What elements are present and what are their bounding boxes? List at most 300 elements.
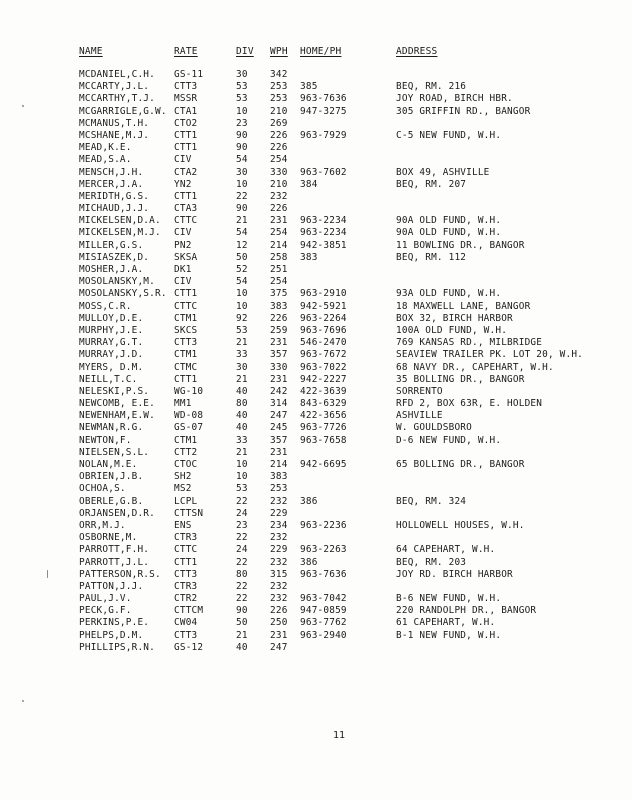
table-row (0, 496, 632, 508)
row-wph: 250 (270, 617, 288, 629)
row-home-phone: 942-2227 (300, 373, 347, 385)
row-rate: WD-08 (174, 410, 204, 422)
row-div: 40 (236, 641, 248, 653)
row-div: 40 (236, 385, 248, 397)
row-address: B-6 NEW FUND, W.H. (396, 593, 502, 605)
table-row (0, 642, 632, 654)
row-address: BEQ, RM. 207 (396, 178, 467, 190)
row-name: PAUL,J.V. (79, 593, 132, 605)
row-rate: CTA2 (174, 166, 198, 178)
table-row (0, 288, 632, 300)
row-rate: WG-10 (174, 385, 204, 397)
row-home-phone: 963-7022 (300, 361, 347, 373)
header-address: ADDRESS (396, 46, 438, 57)
row-rate: CTT3 (174, 568, 198, 580)
row-name: OSBORNE,M. (79, 532, 138, 544)
row-name: MICKELSEN,M.J. (79, 227, 161, 239)
row-address: W. GOULDSBORO (396, 422, 472, 434)
table-row (0, 544, 632, 556)
table-row (0, 605, 632, 617)
row-wph: 245 (270, 422, 288, 434)
header-name: NAME (79, 46, 103, 57)
row-div: 12 (236, 239, 248, 251)
row-wph: 375 (270, 288, 288, 300)
row-address: RFD 2, BOX 63R, E. HOLDEN (396, 398, 543, 410)
table-row (0, 276, 632, 288)
row-address: 35 BOLLING DR., BANGOR (396, 373, 525, 385)
row-name: MICHAUD,J.J. (79, 203, 150, 215)
row-home-phone: 963-7762 (300, 617, 347, 629)
row-rate: CTR3 (174, 580, 198, 592)
row-wph: 247 (270, 410, 288, 422)
table-row (0, 301, 632, 313)
table-row (0, 93, 632, 105)
table-row (0, 179, 632, 191)
row-rate: CTT1 (174, 190, 198, 202)
row-div: 50 (236, 617, 248, 629)
row-name: ORR,M.J. (79, 519, 126, 531)
row-div: 22 (236, 532, 248, 544)
row-address: 220 RANDOLPH DR., BANGOR (396, 605, 537, 617)
row-wph: 231 (270, 215, 288, 227)
row-home-phone: 383 (300, 251, 318, 263)
row-rate: MM1 (174, 398, 192, 410)
row-div: 33 (236, 434, 248, 446)
row-div: 10 (236, 300, 248, 312)
row-div: 33 (236, 349, 248, 361)
row-div: 80 (236, 568, 248, 580)
row-name: NEWCOMB, E.E. (79, 398, 155, 410)
row-home-phone: 963-7636 (300, 93, 347, 105)
row-name: MERCER,J.A. (79, 178, 144, 190)
row-div: 90 (236, 605, 248, 617)
row-name: MOSOLANSKY,S.R. (79, 288, 167, 300)
table-row (0, 374, 632, 386)
row-div: 21 (236, 629, 248, 641)
row-name: MENSCH,J.H. (79, 166, 144, 178)
page-number: 11 (333, 730, 346, 741)
scan-speck (22, 105, 24, 107)
row-wph: 231 (270, 373, 288, 385)
table-row (0, 410, 632, 422)
row-name: MYERS, D.M. (79, 361, 144, 373)
row-home-phone: 422-3639 (300, 385, 347, 397)
row-wph: 242 (270, 385, 288, 397)
row-wph: 253 (270, 93, 288, 105)
row-name: MCCARTY,J.L. (79, 81, 150, 93)
row-div: 90 (236, 203, 248, 215)
row-div: 22 (236, 556, 248, 568)
table-row (0, 386, 632, 398)
table-row (0, 630, 632, 642)
row-rate: CTMC (174, 361, 198, 373)
row-div: 54 (236, 276, 248, 288)
row-wph: 232 (270, 593, 288, 605)
row-home-phone: 546-2470 (300, 337, 347, 349)
row-name: PARROTT,F.H. (79, 544, 150, 556)
row-address: SEAVIEW TRAILER PK. LOT 20, W.H. (396, 349, 584, 361)
row-rate: CTM1 (174, 312, 198, 324)
table-row (0, 617, 632, 629)
row-rate: YN2 (174, 178, 192, 190)
table-row (0, 167, 632, 179)
row-name: MOSHER,J.A. (79, 264, 144, 275)
row-name: PARROTT,J.L. (79, 556, 150, 568)
header-home-phone: HOME/PH (300, 46, 342, 57)
row-rate: CTA3 (174, 203, 198, 215)
table-row (0, 593, 632, 605)
row-rate: GS-12 (174, 641, 204, 653)
row-div: 21 (236, 446, 248, 458)
row-wph: 342 (270, 69, 288, 80)
row-wph: 232 (270, 190, 288, 202)
row-div: 40 (236, 410, 248, 422)
row-rate: ENS (174, 519, 192, 531)
row-wph: 330 (270, 361, 288, 373)
row-rate: CTR3 (174, 532, 198, 544)
row-name: ORJANSEN,D.R. (79, 507, 155, 519)
table-row (0, 459, 632, 471)
row-name: MISIASZEK,D. (79, 251, 150, 263)
row-name: PHELPS,D.M. (79, 629, 144, 641)
table-row (0, 362, 632, 374)
row-rate: CTT1 (174, 556, 198, 568)
row-wph: 232 (270, 495, 288, 507)
row-wph: 254 (270, 154, 288, 166)
row-address: 769 KANSAS RD., MILBRIDGE (396, 337, 543, 349)
row-wph: 232 (270, 580, 288, 592)
row-name: OCHOA,S. (79, 483, 126, 495)
row-rate: CIV (174, 276, 192, 288)
row-name: NOLAN,M.E. (79, 459, 138, 470)
row-home-phone: 963-7658 (300, 434, 347, 446)
row-div: 92 (236, 312, 248, 324)
row-home-phone: 963-2940 (300, 629, 347, 641)
row-rate: CTOC (174, 459, 198, 470)
row-wph: 226 (270, 142, 288, 154)
row-name: PATTERSON,R.S. (79, 568, 161, 580)
row-name: MEAD,K.E. (79, 142, 132, 154)
table-row (0, 313, 632, 325)
row-wph: 234 (270, 519, 288, 531)
table-row (0, 69, 632, 81)
table-row (0, 447, 632, 459)
row-name: MCGARRIGLE,G.W. (79, 105, 167, 117)
row-name: MEAD,S.A. (79, 154, 132, 166)
row-name: MCCARTHY,T.J. (79, 93, 155, 105)
table-row (0, 508, 632, 520)
row-wph: 226 (270, 203, 288, 215)
row-home-phone: 384 (300, 178, 318, 190)
row-name: NEWMAN,R.G. (79, 422, 144, 434)
row-div: 10 (236, 471, 248, 483)
row-address: BEQ, RM. 216 (396, 81, 467, 93)
row-name: MICKELSEN,D.A. (79, 215, 161, 227)
header-rate: RATE (174, 46, 198, 57)
row-wph: 383 (270, 471, 288, 483)
row-rate: CTT2 (174, 446, 198, 458)
row-wph: 315 (270, 568, 288, 580)
row-div: 10 (236, 459, 248, 470)
row-wph: 229 (270, 507, 288, 519)
table-row (0, 483, 632, 495)
row-name: NEWTON,F. (79, 434, 132, 446)
row-home-phone: 963-2234 (300, 215, 347, 227)
row-address: ASHVILLE (396, 410, 443, 422)
row-div: 10 (236, 105, 248, 117)
row-home-phone: 963-7602 (300, 166, 347, 178)
row-name: PATTON,J.J. (79, 580, 144, 592)
row-rate: CIV (174, 227, 192, 239)
table-row (0, 118, 632, 130)
row-home-phone: 963-2910 (300, 288, 347, 300)
row-home-phone: 963-7042 (300, 593, 347, 605)
row-rate: SH2 (174, 471, 192, 483)
row-address: JOY RD. BIRCH HARBOR (396, 568, 513, 580)
row-div: 30 (236, 166, 248, 178)
row-name: NEILL,T.C. (79, 373, 138, 385)
row-div: 54 (236, 154, 248, 166)
row-address: 65 BOLLING DR., BANGOR (396, 459, 525, 470)
row-div: 22 (236, 190, 248, 202)
row-rate: CTTC (174, 300, 198, 312)
table-row (0, 81, 632, 93)
row-wph: 259 (270, 324, 288, 336)
table-row (0, 106, 632, 118)
table-row (0, 337, 632, 349)
row-wph: 253 (270, 81, 288, 93)
row-div: 90 (236, 129, 248, 141)
row-wph: 226 (270, 129, 288, 141)
row-div: 90 (236, 142, 248, 154)
row-home-phone: 942-5921 (300, 300, 347, 312)
row-name: MOSS,C.R. (79, 300, 132, 312)
row-address: BEQ, RM. 203 (396, 556, 467, 568)
row-rate: CTT1 (174, 142, 198, 154)
row-rate: GS-11 (174, 69, 204, 80)
row-name: MCDANIEL,C.H. (79, 69, 155, 80)
row-wph: 383 (270, 300, 288, 312)
row-address: B-1 NEW FUND, W.H. (396, 629, 502, 641)
row-rate: CTA1 (174, 105, 198, 117)
table-row (0, 520, 632, 532)
row-home-phone: 963-2234 (300, 227, 347, 239)
row-div: 21 (236, 337, 248, 349)
row-name: OBRIEN,J.B. (79, 471, 144, 483)
row-wph: 258 (270, 251, 288, 263)
row-address: 64 CAPEHART, W.H. (396, 544, 496, 556)
table-row (0, 191, 632, 203)
row-name: OBERLE,G.B. (79, 495, 144, 507)
row-div: 40 (236, 422, 248, 434)
row-home-phone: 963-2236 (300, 519, 347, 531)
row-name: NEWENHAM,E.W. (79, 410, 155, 422)
row-div: 30 (236, 361, 248, 373)
row-wph: 210 (270, 105, 288, 117)
row-div: 21 (236, 373, 248, 385)
row-name: PERKINS,P.E. (79, 617, 150, 629)
row-div: 22 (236, 593, 248, 605)
row-wph: 251 (270, 264, 288, 275)
table-row (0, 532, 632, 544)
row-name: MURRAY,G.T. (79, 337, 144, 349)
row-address: BEQ, RM. 112 (396, 251, 467, 263)
row-home-phone: 963-7636 (300, 568, 347, 580)
row-wph: 229 (270, 544, 288, 556)
row-div: 23 (236, 519, 248, 531)
row-rate: CTM1 (174, 434, 198, 446)
row-address: BOX 49, ASHVILLE (396, 166, 490, 178)
row-div: 30 (236, 69, 248, 80)
row-home-phone: 963-7726 (300, 422, 347, 434)
row-name: NIELSEN,S.L. (79, 446, 150, 458)
row-address: BEQ, RM. 324 (396, 495, 467, 507)
row-name: MCMANUS,T.H. (79, 117, 150, 129)
table-row (0, 252, 632, 264)
row-div: 24 (236, 507, 248, 519)
row-div: 21 (236, 215, 248, 227)
row-address: 305 GRIFFIN RD., BANGOR (396, 105, 531, 117)
row-wph: 357 (270, 434, 288, 446)
header-wph: WPH (270, 46, 288, 57)
row-wph: 226 (270, 605, 288, 617)
row-name: MURRAY,J.D. (79, 349, 144, 361)
row-wph: 253 (270, 483, 288, 495)
row-div: 50 (236, 251, 248, 263)
table-row (0, 154, 632, 166)
row-name: MULLOY,D.E. (79, 312, 144, 324)
row-rate: CW04 (174, 617, 198, 629)
row-wph: 226 (270, 312, 288, 324)
row-rate: CTT3 (174, 81, 198, 93)
row-wph: 357 (270, 349, 288, 361)
row-address: 68 NAVY DR., CAPEHART, W.H. (396, 361, 554, 373)
row-rate: MS2 (174, 483, 192, 495)
row-rate: SKCS (174, 324, 198, 336)
table-row (0, 471, 632, 483)
row-rate: MSSR (174, 93, 198, 105)
row-rate: CTTCM (174, 605, 204, 617)
row-address: 61 CAPEHART, W.H. (396, 617, 496, 629)
row-rate: GS-07 (174, 422, 204, 434)
row-rate: CTR2 (174, 593, 198, 605)
row-div: 53 (236, 81, 248, 93)
row-name: MOSOLANSKY,M. (79, 276, 155, 288)
table-row (0, 227, 632, 239)
row-rate: CTT3 (174, 337, 198, 349)
row-div: 52 (236, 264, 248, 275)
row-div: 10 (236, 178, 248, 190)
row-rate: SKSA (174, 251, 198, 263)
table-row (0, 203, 632, 215)
row-wph: 214 (270, 459, 288, 470)
row-home-phone: 422-3656 (300, 410, 347, 422)
row-address: 18 MAXWELL LANE, BANGOR (396, 300, 531, 312)
row-div: 53 (236, 483, 248, 495)
table-row (0, 557, 632, 569)
row-address: 90A OLD FUND, W.H. (396, 215, 502, 227)
row-rate: PN2 (174, 239, 192, 251)
row-home-phone: 963-7672 (300, 349, 347, 361)
row-home-phone: 963-2263 (300, 544, 347, 556)
row-name: PHILLIPS,R.N. (79, 641, 155, 653)
row-div: 54 (236, 227, 248, 239)
row-rate: CTT3 (174, 629, 198, 641)
row-rate: LCPL (174, 495, 198, 507)
table-row (0, 581, 632, 593)
row-home-phone: 386 (300, 556, 318, 568)
table-row (0, 142, 632, 154)
row-div: 53 (236, 324, 248, 336)
row-home-phone: 386 (300, 495, 318, 507)
row-rate: CTT1 (174, 288, 198, 300)
row-wph: 232 (270, 556, 288, 568)
row-address: C-5 NEW FUND, W.H. (396, 129, 502, 141)
table-row (0, 349, 632, 361)
directory-table (0, 69, 632, 654)
row-wph: 269 (270, 117, 288, 129)
row-wph: 330 (270, 166, 288, 178)
row-name: MURPHY,J.E. (79, 324, 144, 336)
row-address: D-6 NEW FUND, W.H. (396, 434, 502, 446)
row-address: JOY ROAD, BIRCH HBR. (396, 93, 513, 105)
row-wph: 210 (270, 178, 288, 190)
row-div: 23 (236, 117, 248, 129)
table-row (0, 569, 632, 581)
row-wph: 232 (270, 532, 288, 544)
row-wph: 231 (270, 446, 288, 458)
row-div: 10 (236, 288, 248, 300)
table-row (0, 264, 632, 276)
row-home-phone: 942-3851 (300, 239, 347, 251)
row-rate: DK1 (174, 264, 192, 275)
row-name: MERIDTH,G.S. (79, 190, 150, 202)
row-rate: CTO2 (174, 117, 198, 129)
row-address: 90A OLD FUND, W.H. (396, 227, 502, 239)
row-name: MCSHANE,M.J. (79, 129, 150, 141)
row-home-phone: 963-7929 (300, 129, 347, 141)
row-wph: 254 (270, 227, 288, 239)
row-address: 93A OLD FUND, W.H. (396, 288, 502, 300)
row-name: PECK,G.F. (79, 605, 132, 617)
row-home-phone: 843-6329 (300, 398, 347, 410)
table-row (0, 422, 632, 434)
row-rate: CTTC (174, 544, 198, 556)
table-row (0, 325, 632, 337)
row-address: 11 BOWLING DR., BANGOR (396, 239, 525, 251)
row-home-phone: 385 (300, 81, 318, 93)
table-row (0, 240, 632, 252)
header-div: DIV (236, 46, 254, 57)
row-home-phone: 947-0859 (300, 605, 347, 617)
row-div: 53 (236, 93, 248, 105)
table-row (0, 215, 632, 227)
row-address: SORRENTO (396, 385, 443, 397)
table-row (0, 398, 632, 410)
scan-speck (22, 700, 24, 702)
row-rate: CTTC (174, 215, 198, 227)
table-row (0, 435, 632, 447)
row-rate: CIV (174, 154, 192, 166)
row-wph: 214 (270, 239, 288, 251)
row-address: BOX 32, BIRCH HARBOR (396, 312, 513, 324)
row-address: 100A OLD FUND, W.H. (396, 324, 508, 336)
row-name: MILLER,G.S. (79, 239, 144, 251)
row-home-phone: 963-7696 (300, 324, 347, 336)
row-name: NELESKI,P.S. (79, 385, 150, 397)
row-div: 24 (236, 544, 248, 556)
row-div: 22 (236, 495, 248, 507)
